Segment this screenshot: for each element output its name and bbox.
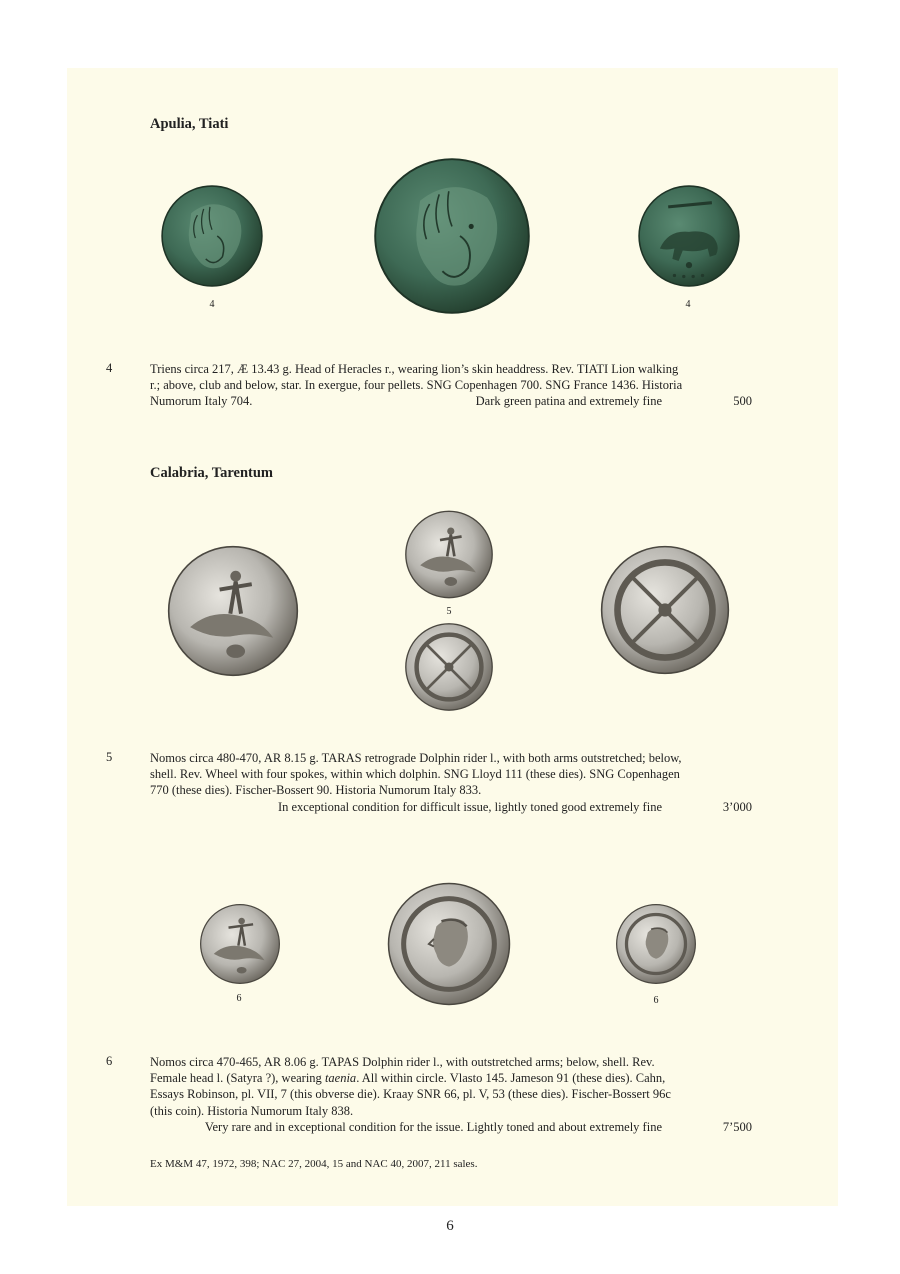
lot-condition: Dark green patina and extremely fine <box>475 394 662 409</box>
coin-female-head-enlarged <box>386 880 512 1008</box>
lot-text: . All within circle. Vlasto 145. Jameson 91 (these dies). Cahn, <box>356 1071 666 1086</box>
lot-estimate: 7’500 <box>722 1119 752 1134</box>
coin-wheel-enlarged <box>598 544 732 676</box>
lot-estimate: 3’000 <box>722 799 752 814</box>
lot-grading <box>150 1119 752 1135</box>
lot-description-line: shell. Rev. Wheel with four spokes, within which dolphin. SNG Lloyd 111 (these dies). SNG Copenhagen <box>150 767 680 782</box>
coin-dolphin-rider-obverse <box>196 903 284 985</box>
lot-grading <box>476 393 752 409</box>
lot-description-line: Nomos circa 480-470, AR 8.15 g. TARAS retrograde Dolphin rider l., with both arms outstretched; below, <box>150 751 682 765</box>
section-heading: Apulia, Tiati <box>150 116 229 132</box>
coin-lion-reverse <box>637 183 741 289</box>
lot-grading <box>150 799 752 815</box>
figure-label: 5 <box>446 606 452 617</box>
lot-description <box>150 361 752 410</box>
lot-condition: In exceptional condition for difficult issue, lightly toned good extremely fine <box>277 799 662 814</box>
lot-text-italic: taenia <box>324 1071 357 1086</box>
section-heading: Calabria, Tarentum <box>150 465 274 481</box>
lot-text: Female head l. (Satyra ?), wearing <box>150 1071 325 1086</box>
lot-number: 6 <box>106 1054 113 1068</box>
lot-description-last-line <box>150 393 752 409</box>
lot-description-line: r.; above, club and below, star. In exergue, four pellets. SNG Copenhagen 700. SNG France 1436. Historia <box>150 378 683 393</box>
figure-label: 4 <box>685 299 691 310</box>
coin-wheel-reverse <box>404 622 494 712</box>
figure-label: 6 <box>236 993 242 1004</box>
lot-estimate: 500 <box>733 394 752 409</box>
page-number: 6 <box>446 1218 454 1234</box>
lot-number: 5 <box>106 750 113 764</box>
lot-description-line: 770 (these dies). Fischer-Bossert 90. Historia Numorum Italy 833. <box>150 783 482 798</box>
lot-provenance: Ex M&M 47, 1972, 398; NAC 27, 2004, 15 and NAC 40, 2007, 211 sales. <box>150 1158 478 1170</box>
lot-description-line: Essays Robinson, pl. VII, 7 (this obverse die). Kraay SNR 66, pl. V, 53 (these dies). Fischer-Bossert 96c <box>150 1087 671 1102</box>
figure-label: 6 <box>653 995 659 1006</box>
figure-label: 4 <box>209 299 215 310</box>
coin-dolphin-rider-enlarged <box>166 543 300 679</box>
coin-female-head-reverse <box>615 901 697 987</box>
coin-heracles-obverse <box>158 184 266 288</box>
lot-description-line: (this coin). Historia Numorum Italy 838. <box>150 1103 354 1118</box>
lot-condition: Very rare and in exceptional condition for the issue. Lightly toned and about extremely fine <box>204 1119 662 1134</box>
lot-description-line <box>150 1070 752 1086</box>
lot-description-line: Numorum Italy 704. <box>150 394 253 409</box>
lot-description-line: Triens circa 217, Æ 13.43 g. Head of Heracles r., wearing lion’s skin headdress. Rev. TIATI Lion walking <box>150 362 679 376</box>
lot-description <box>150 750 752 815</box>
lot-number: 4 <box>106 361 113 375</box>
coin-heracles-enlarged <box>370 156 534 316</box>
lot-description-line: Nomos circa 470-465, AR 8.06 g. TAPAS Dolphin rider l., with outstretched arms; below, shell. Rev. <box>150 1055 655 1069</box>
coin-dolphin-rider-obverse <box>404 509 494 600</box>
lot-description <box>150 1054 752 1135</box>
